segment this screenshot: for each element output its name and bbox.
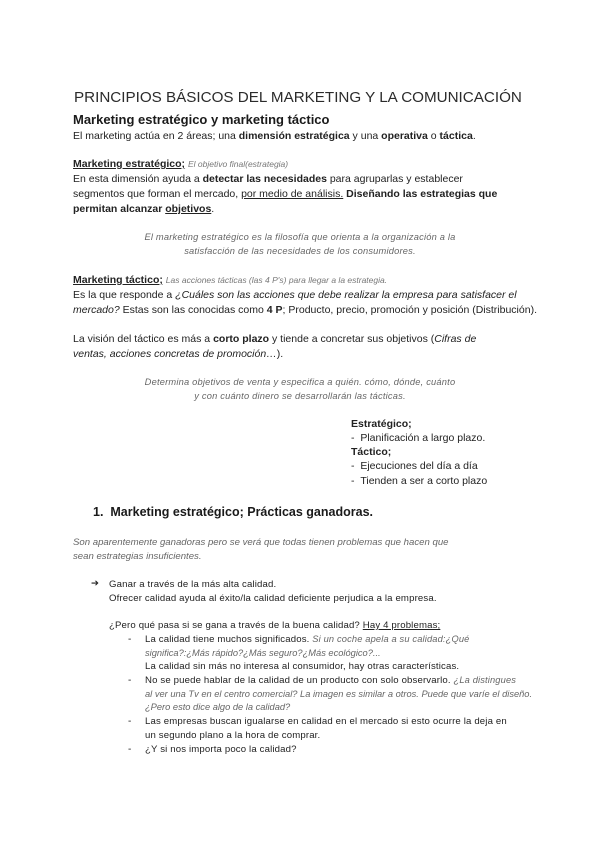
problems-question: ¿Pero qué pasa si se gana a través de la buena calidad? Hay 4 problemas; [109,620,441,631]
strategic-line-2: segmentos que forman el mercado, por medio de análisis. Diseñando las estrategias que [73,188,498,200]
tactical-line-4: ventas, acciones concretas de promoción…). [73,348,284,360]
tactical-quote-line-2: y con cuánto dinero se desarrollarán las tácticas. [194,391,406,401]
dash-bullet: - [128,716,132,727]
section-1-intro-1: Son aparentemente ganadoras pero se verá que todas tienen problemas que hacen que [73,537,449,548]
summary-tactical-item-1: - Ejecuciones del día a día [351,460,478,472]
summary-tactical-item-2: - Tienden a ser a corto plazo [351,475,488,487]
arrow-item: Ganar a través de la más alta calidad. [109,579,277,590]
section-subtitle: Marketing estratégico y marketing táctico [73,112,330,127]
tactical-quote-line-1: Determina objetivos de venta y especifica a quién. cómo, dónde, cuánto [144,377,456,387]
strategic-quote-line-1: El marketing estratégico es la filosofía que orienta a la organización a la [144,232,456,242]
arrow-icon: ➔ [91,578,100,589]
problem-1-line-2: significa?:¿Más rápido?¿Más seguro?¿Más ecológico?... [145,648,381,658]
strategic-quote-line-2: satisfacción de las necesidades de los consumidores. [184,246,416,256]
dash-bullet: - [128,634,132,645]
section-1-heading: 1. Marketing estratégico; Prácticas ganadoras. [93,505,373,519]
strategic-line-1: En esta dimensión ayuda a detectar las necesidades para agruparlas y establecer [73,173,463,185]
section-1-intro-2: sean estrategias insuficientes. [73,551,202,562]
tactical-line-1: Es la que responde a ¿Cuáles son las acciones que debe realizar la empresa para satisfacer el [73,289,517,301]
summary-strategic-item: - Planificación a largo plazo. [351,432,486,444]
page-title: PRINCIPIOS BÁSICOS DEL MARKETING Y LA COMUNICACIÓN [74,89,522,106]
tactical-line-2: mercado? Estas son las conocidas como 4 P; Producto, precio, promoción y posición (Distribución). [73,304,537,316]
tactical-heading: Marketing táctico; Las acciones tácticas (las 4 P's) para llegar a la estrategia. [73,274,388,286]
problem-3-line-2: un segundo plano a la hora de comprar. [145,730,321,741]
strategic-line-3: permitan alcanzar objetivos. [73,203,215,215]
arrow-sub: Ofrecer calidad ayuda al éxito/la calidad deficiente perjudica a la empresa. [109,593,437,604]
summary-strategic-label: Estratégico; [351,418,412,430]
dash-bullet: - [128,675,132,686]
summary-tactical-label: Táctico; [351,446,392,458]
problem-2-line-2: al ver una Tv en el centro comercial? La imagen es similar a otros. Puede que varíe el diseño. [145,689,533,699]
problem-1-line-1: La calidad tiene muchos significados. Si un coche apela a su calidad:¿Qué [145,634,470,645]
problem-3-line-1: Las empresas buscan igualarse en calidad en el mercado si esto ocurre la deja en [145,716,507,727]
problem-2-line-1: No se puede hablar de la calidad de un producto con solo observarlo. ¿La distingues [145,675,517,686]
problem-1-line-3: La calidad sin más no interesa al consumidor, hay otras características. [145,661,460,672]
tactical-line-3: La visión del táctico es más a corto plazo y tiende a concretar sus objetivos (Cifras de [73,333,477,345]
problem-4-line-1: ¿Y si nos importa poco la calidad? [145,744,297,755]
strategic-heading: Marketing estratégico; El objetivo final(estrategia) [73,158,289,170]
intro-paragraph: El marketing actúa en 2 áreas; una dimensión estratégica y una operativa o táctica. [73,130,476,142]
problem-2-line-3: ¿Pero esto dice algo de la calidad? [145,702,291,712]
dash-bullet: - [128,744,132,755]
